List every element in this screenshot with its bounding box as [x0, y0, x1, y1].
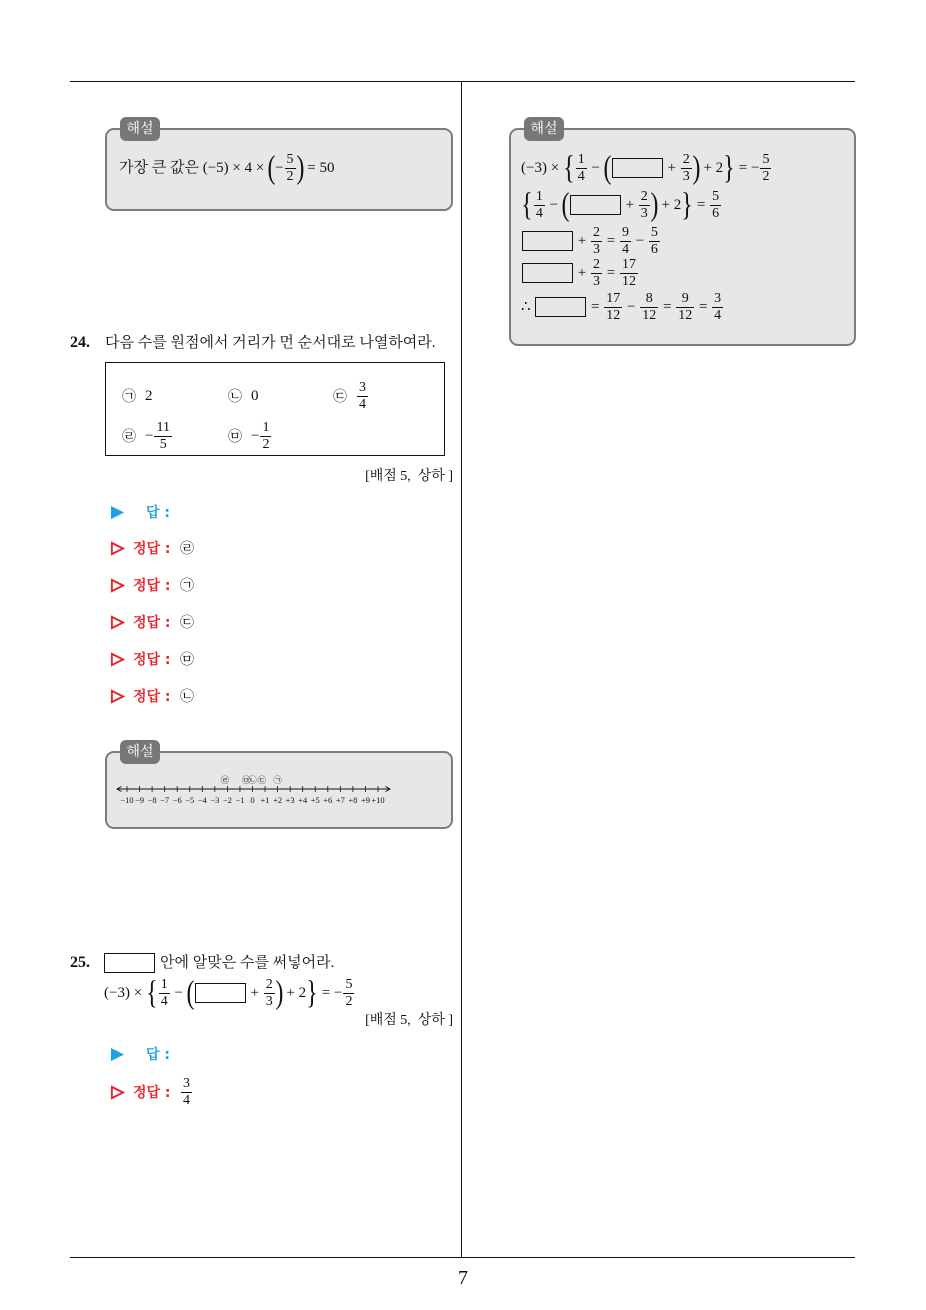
answer-blank-box: [535, 297, 586, 317]
fraction: [649, 225, 660, 258]
fraction-numerator: 5: [762, 151, 770, 167]
math-text: +: [246, 985, 263, 1001]
fraction-numerator: 9: [621, 224, 629, 240]
number-line-tick-label: −10: [120, 795, 134, 805]
fraction-denominator: 2: [286, 168, 294, 184]
fraction-denominator: 4: [359, 396, 366, 412]
fraction-denominator: 4: [160, 993, 168, 1009]
math-bracket: {: [146, 975, 158, 1011]
fraction-denominator: 12: [642, 307, 657, 323]
math-bracket: (: [561, 187, 570, 223]
explanation-line: [521, 254, 639, 292]
explanation-tab: 해설: [120, 117, 160, 141]
number-line-tick-label: +1: [260, 795, 270, 805]
number-line-tick-label: −2: [222, 795, 232, 805]
correct-answer-value: ㉡: [180, 690, 194, 705]
math-bracket: }: [306, 975, 318, 1011]
correct-answer-row: [110, 678, 194, 714]
fraction-numerator: 3: [714, 290, 722, 306]
math-text: + 2: [699, 160, 724, 176]
number-line-tick-label: 0: [250, 795, 255, 805]
explanation-tab: 해설: [120, 740, 160, 764]
triangle-shape: [112, 1086, 123, 1097]
choice-mark: ㉣: [122, 430, 136, 445]
fraction-denominator: 6: [650, 241, 658, 257]
fraction-denominator: 2: [262, 436, 270, 452]
fraction-numerator: 2: [682, 151, 690, 167]
math-text: + 2: [657, 197, 682, 213]
number-line: [105, 751, 453, 829]
choice-value: [356, 380, 369, 413]
fraction-numerator: 3: [183, 1075, 190, 1091]
fraction: [343, 977, 354, 1010]
correct-answer-label: 정답 :: [133, 578, 171, 594]
correct-answer-row: [110, 567, 194, 603]
number-line-tick-label: −8: [147, 795, 157, 805]
math-text: −: [145, 428, 154, 444]
number-line-tick-label: +9: [360, 795, 370, 805]
fraction: [159, 977, 170, 1010]
fraction-numerator: 5: [286, 151, 294, 167]
math-bracket: ): [275, 975, 284, 1011]
choice-item: [228, 418, 272, 454]
math-text: −: [251, 428, 260, 444]
answer-blank-box: [104, 953, 155, 973]
fraction-numerator: 9: [676, 291, 694, 308]
fraction-numerator: 17: [621, 256, 636, 272]
answer-row: [110, 1044, 170, 1064]
correct-answer-row: [110, 1074, 193, 1110]
outline-right-triangle-icon: [110, 615, 125, 630]
fraction-numerator: 5: [650, 224, 658, 240]
number-line-point-label: ㉢: [257, 776, 267, 786]
math-text: −: [545, 197, 562, 213]
triangle-shape: [112, 542, 123, 553]
question-text: 다음 수를 원점에서 거리가 먼 순서대로 나열하여라.: [105, 335, 436, 351]
number-line-tick-label: +3: [285, 795, 295, 805]
fraction-numerator: 2: [265, 976, 273, 992]
number-line-tick-label: −7: [160, 795, 170, 805]
math-text: =: [659, 299, 676, 315]
fraction: [710, 189, 721, 222]
fraction-denominator: 2: [345, 993, 353, 1009]
answer-row: [110, 502, 170, 522]
fraction: [604, 291, 622, 324]
answer-blank-box: [522, 263, 573, 283]
fraction-numerator: 2: [592, 256, 600, 272]
score-label: [배점 5, 상하 ]: [365, 469, 453, 484]
number-line-tick-label: −3: [210, 795, 220, 805]
math-bracket: (: [186, 975, 195, 1011]
math-text: −: [631, 233, 648, 249]
correct-answer-value: [180, 1076, 193, 1109]
math-text: 2: [145, 388, 153, 404]
number-line-point-label: ㉤: [241, 776, 251, 786]
explanation-line: [521, 149, 772, 187]
math-bracket: (: [603, 150, 612, 186]
choice-item: [333, 378, 369, 414]
choice-mark: ㉢: [333, 390, 347, 405]
math-text: −: [587, 160, 604, 176]
answer-label: 답 :: [146, 505, 170, 521]
correct-answer-label: 정답 :: [133, 615, 171, 631]
fraction-numerator: 1: [535, 188, 543, 204]
outline-right-triangle-icon: [110, 1085, 125, 1100]
number-line-tick-label: +4: [298, 795, 308, 805]
fraction: [576, 152, 587, 185]
math-text: =: [602, 265, 619, 281]
math-text: 가장 큰 값은 (−5) × 4 ×: [119, 160, 269, 176]
question-number: 24.: [70, 334, 90, 351]
column-divider: [461, 82, 462, 1258]
fraction: [285, 152, 296, 185]
fraction: [534, 189, 545, 222]
choice-value: [145, 420, 173, 453]
fraction: [260, 420, 271, 453]
choice-item: [122, 378, 153, 414]
math-bracket: {: [563, 150, 575, 186]
math-text: =: [693, 197, 710, 213]
number-line-tick-label: +6: [323, 795, 333, 805]
math-text: = −: [735, 160, 760, 176]
math-text: +: [621, 197, 638, 213]
choice-mark: ㉡: [228, 390, 242, 405]
fraction-denominator: 12: [606, 307, 621, 323]
explanation-tab: 해설: [524, 117, 564, 141]
number-line-tick-label: −6: [172, 795, 182, 805]
question-number: 25.: [70, 954, 90, 971]
page-number: 7: [458, 1267, 468, 1289]
choice-item: [228, 378, 259, 414]
fraction-denominator: 4: [577, 168, 585, 184]
explanation-line: [521, 288, 724, 326]
math-text: ∴: [521, 299, 535, 315]
math-text: (−3) ×: [521, 160, 563, 176]
fraction: [676, 291, 694, 324]
number-line-tick-label: −5: [185, 795, 195, 805]
number-line-point-label: ㉡: [248, 776, 257, 786]
math-bracket: {: [521, 187, 533, 223]
number-line-tick-label: +7: [335, 795, 345, 805]
outline-right-triangle-icon: [110, 541, 125, 556]
fraction-numerator: 8: [640, 291, 658, 308]
correct-answer-label: 정답 :: [133, 541, 171, 557]
question-text: 안에 알맞은 수를 써넣어라.: [160, 955, 335, 971]
number-line-tick-label: +8: [348, 795, 358, 805]
outline-right-triangle-icon: [110, 578, 125, 593]
math-text: +: [574, 265, 590, 281]
math-text: −: [275, 160, 284, 176]
correct-answer-value: ㉠: [180, 579, 194, 594]
fraction-denominator: 12: [678, 307, 693, 323]
number-line-tick-label: +5: [310, 795, 320, 805]
explanation-expression: [119, 149, 335, 187]
fraction: [640, 291, 658, 324]
fraction-numerator: 3: [359, 379, 366, 395]
correct-answer-label: 정답 :: [133, 652, 171, 668]
triangle-shape: [111, 505, 124, 518]
math-text: =: [695, 299, 712, 315]
correct-answer-label: 정답 :: [133, 1085, 171, 1101]
fraction-numerator: 1: [577, 151, 585, 167]
math-text: =: [602, 233, 619, 249]
fraction-denominator: 4: [714, 307, 722, 323]
fraction-denominator: 6: [712, 205, 720, 221]
math-bracket: (: [267, 150, 276, 186]
triangle-shape: [112, 616, 123, 627]
fraction: [264, 977, 275, 1010]
answer-blank-box: [195, 983, 246, 1003]
fraction-denominator: 4: [183, 1092, 190, 1108]
math-text: −: [170, 985, 187, 1001]
answer-blank-box: [570, 195, 621, 215]
fraction-denominator: 2: [762, 168, 770, 184]
math-text: = 50: [303, 160, 335, 176]
answer-blank-box: [522, 231, 573, 251]
question-expression: [104, 974, 355, 1012]
triangle-shape: [112, 690, 123, 701]
math-text: 0: [251, 388, 259, 404]
math-bracket: }: [723, 150, 735, 186]
fraction: [712, 291, 723, 324]
math-bracket: }: [681, 187, 693, 223]
fraction-denominator: 3: [265, 993, 273, 1009]
correct-answer-value: ㉤: [180, 653, 194, 668]
fraction-numerator: 1: [262, 419, 270, 435]
correct-answer-label: 정답 :: [133, 689, 171, 705]
correct-answer-row: [110, 604, 194, 640]
math-text: =: [587, 299, 604, 315]
filled-right-triangle-icon: [110, 505, 125, 520]
correct-answer-value: ㉢: [180, 616, 194, 631]
fraction-numerator: 5: [712, 188, 720, 204]
math-text: −: [623, 299, 640, 315]
fraction-denominator: 3: [592, 273, 600, 289]
fraction-numerator: 11: [156, 419, 170, 435]
choice-item: [122, 418, 173, 454]
fraction-denominator: 3: [682, 168, 690, 184]
explanation-line: [521, 186, 722, 224]
fraction-numerator: 1: [160, 976, 168, 992]
fraction-denominator: 12: [621, 273, 636, 289]
fraction: [760, 152, 771, 185]
answer-blank-box: [612, 158, 663, 178]
number-line-tick-label: +10: [371, 795, 385, 805]
number-line-tick-label: +2: [273, 795, 283, 805]
score-label: [배점 5, 상하 ]: [365, 1013, 453, 1028]
math-bracket: ): [650, 187, 659, 223]
number-line-tick-label: −1: [235, 795, 245, 805]
fraction: [181, 1076, 192, 1109]
outline-right-triangle-icon: [110, 689, 125, 704]
fraction: [591, 257, 602, 290]
number-line-point-label: ㉣: [220, 776, 230, 786]
math-bracket: ): [692, 150, 701, 186]
fraction: [591, 225, 602, 258]
fraction: [620, 225, 631, 258]
fraction: [357, 380, 368, 413]
outline-right-triangle-icon: [110, 652, 125, 667]
number-line-tick-label: −9: [135, 795, 145, 805]
filled-right-triangle-icon: [110, 1047, 125, 1062]
choice-mark: ㉠: [122, 390, 136, 405]
triangle-shape: [111, 1047, 124, 1060]
top-rule: [70, 81, 855, 82]
correct-answer-row: [110, 641, 194, 677]
fraction: [681, 152, 692, 185]
math-bracket: ): [296, 150, 305, 186]
fraction-denominator: 4: [621, 241, 629, 257]
correct-answer-value: ㉣: [180, 542, 194, 557]
fraction: [154, 420, 171, 453]
choice-mark: ㉤: [228, 430, 242, 445]
fraction-numerator: 2: [592, 224, 600, 240]
triangle-shape: [112, 653, 123, 664]
triangle-shape: [112, 579, 123, 590]
fraction-numerator: 5: [345, 976, 353, 992]
fraction-numerator: 17: [606, 290, 621, 306]
answer-label: 답 :: [146, 1047, 170, 1063]
math-text: +: [663, 160, 680, 176]
choice-value: [145, 387, 153, 405]
choice-value: [251, 420, 272, 453]
choices-box: [105, 362, 445, 456]
fraction-numerator: 2: [640, 188, 648, 204]
math-text: +: [574, 233, 590, 249]
fraction-denominator: 3: [640, 205, 648, 221]
choice-value: [251, 387, 259, 405]
fraction-denominator: 3: [592, 241, 600, 257]
math-text: + 2: [282, 985, 307, 1001]
fraction: [639, 189, 650, 222]
correct-answer-row: [110, 530, 194, 566]
math-text: = −: [318, 985, 343, 1001]
math-text: (−3) ×: [104, 985, 146, 1001]
fraction-denominator: 4: [535, 205, 543, 221]
fraction-denominator: 5: [159, 436, 167, 452]
bottom-rule: [70, 1257, 855, 1258]
fraction: [620, 257, 638, 290]
number-line-tick-label: −4: [197, 795, 207, 805]
number-line-point-label: ㉠: [273, 776, 282, 786]
